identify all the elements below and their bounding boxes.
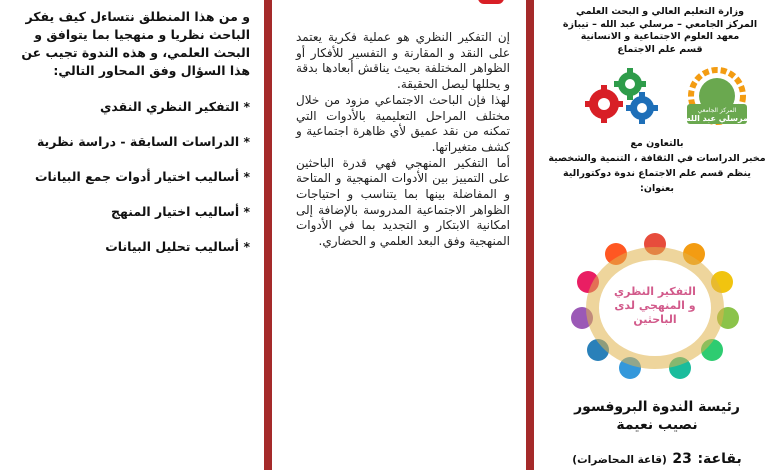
venue-label: بقاعة: bbox=[697, 451, 742, 467]
left-panel bbox=[0, 0, 268, 470]
venue bbox=[544, 448, 770, 467]
lab-gears-logo bbox=[580, 66, 664, 126]
axis-item: * أساليب تحليل البيانات bbox=[105, 239, 250, 254]
axis-item: * الدراسات السابقة - دراسة نظرية bbox=[36, 134, 250, 149]
body-text bbox=[296, 30, 510, 250]
lab-name: مخبر الدراسات في الثقافة ، التنمية والشخصية bbox=[548, 153, 766, 164]
venue-number: 23 bbox=[672, 451, 692, 467]
university-logo bbox=[682, 66, 752, 128]
seminar-title-line: التفكير النظري bbox=[614, 285, 696, 298]
paragraph-theoretical: إن التفكير النظري هو عملية فكرية يعتمد على النقد و المقارنة و التفسير للأفكار أو الظواهر المختلفة بحيث يناقش أبعادها بدقة و يحللها ليصل الحقيقة. bbox=[296, 30, 510, 92]
right-panel bbox=[530, 0, 780, 470]
paragraph-methodological: أما التفكير المنهجي فهي قدرة الباحثين على التمييز بين الأدوات المنهجية و المتاحة و المفاضلة بينها بما يتناسب و احتياجات الظواهر الاجتماعية المدروسة بالإضافة إلى امكانية الابتكار و التجديد بما في الأدوات المنهجية وفق البعد العلمي و الحضاري. bbox=[296, 155, 510, 249]
president-name: نصيب نعيمة bbox=[616, 417, 698, 433]
seminar-organizer: ينظم قسم علم الاجتماع ندوة دوكتورالية bbox=[563, 168, 751, 179]
intro-text: و من هذا المنطلق نتساءل كيف يفكر الباحث نظريا و منهجيا بما يتوافق و البحث العلمي، و هذه الندوة تجيب عن هذا السؤال وفق المحاور التالي: bbox=[21, 9, 250, 78]
cooperation-label: بالتعاون مع bbox=[630, 138, 684, 149]
venue-description: (قاعة المحاضرات) bbox=[572, 454, 667, 466]
department-line: قسم علم الاجتماع bbox=[617, 43, 703, 55]
institute-line: معهد العلوم الاجتماعية و الانسانية bbox=[580, 31, 740, 42]
axis-item: * أساليب اختيار أدوات جمع البيانات bbox=[34, 169, 250, 184]
ministry-line: وزارة التعليم العالي و البحث العلمي bbox=[576, 6, 744, 17]
title-label: بعنوان: bbox=[640, 183, 674, 194]
president-title: رئيسة الندوة البروفسور bbox=[574, 399, 740, 415]
decorative-mark bbox=[478, 0, 504, 4]
university-line: المركز الجامعي – مرسلي عبد الله – تيبازة bbox=[562, 18, 758, 30]
axis-item: * أساليب اختيار المنهج bbox=[110, 204, 250, 219]
logo-text: مرسلي عبد الله bbox=[686, 114, 748, 123]
axis-item: * التفكير النظري النقدي bbox=[99, 99, 250, 114]
institution-header bbox=[550, 6, 770, 56]
cooperation-block bbox=[544, 136, 770, 196]
middle-panel bbox=[268, 0, 530, 470]
seminar-title-line: و المنهجي لدى bbox=[614, 299, 696, 312]
gear-icon bbox=[585, 85, 623, 123]
seminar-title-line: الباحثين bbox=[633, 313, 677, 326]
paragraph-researcher: لهذا فإن الباحث الاجتماعي مزود من خلال مختلف المراحل التعليمية بالأدوات التي تمكنه من نقد عميق لأي ظاهرة اجتماعية و كشف متغيراتها. bbox=[296, 92, 510, 154]
seminar-title bbox=[600, 285, 710, 327]
logo-subtext: المركز الجامعي bbox=[697, 107, 737, 114]
seminar-president bbox=[544, 398, 770, 434]
axes-list bbox=[10, 98, 250, 273]
